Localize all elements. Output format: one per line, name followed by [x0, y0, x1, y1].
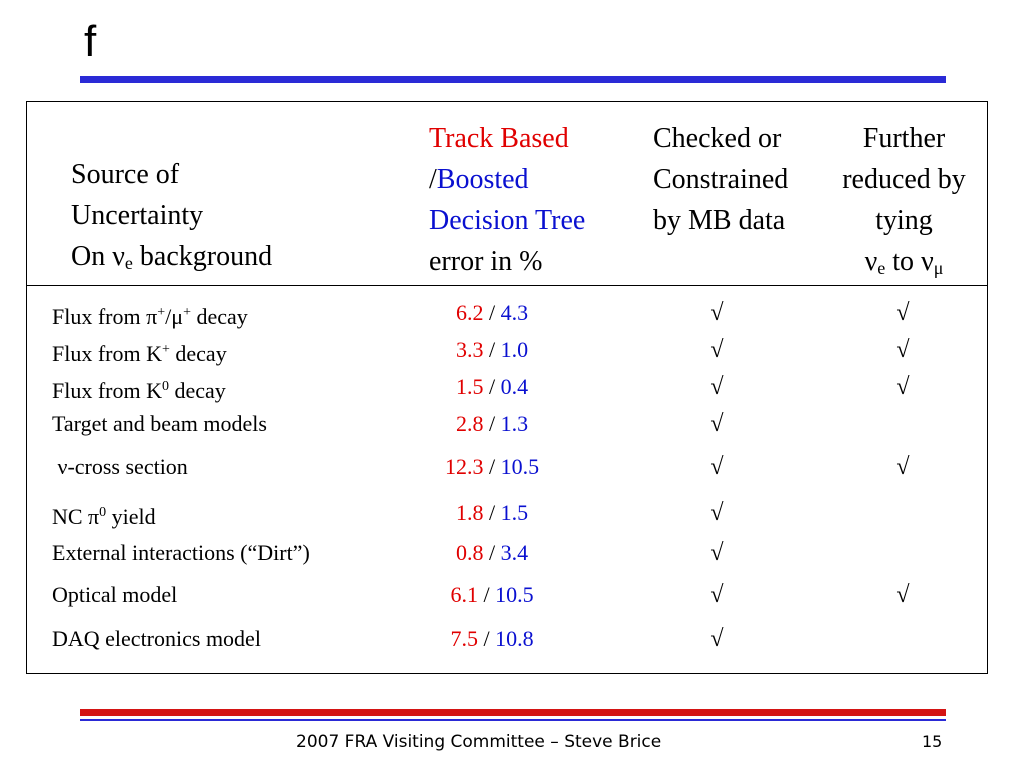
- further-reduced-mark: √: [896, 582, 910, 608]
- uncertainty-source: External interactions (“Dirt”): [52, 540, 310, 565]
- error-value: 12.3 / 10.5: [444, 454, 540, 479]
- header-separator: [27, 285, 987, 286]
- slide-title: f: [84, 17, 97, 66]
- header-checked-line2: Constrained: [653, 164, 789, 195]
- table-row: [27, 450, 987, 484]
- header-track-based: Track Based: [429, 123, 569, 154]
- header-error: [429, 118, 585, 282]
- error-value: 0.8 / 3.4: [455, 540, 529, 565]
- header-source: [71, 154, 272, 284]
- table-row: [27, 536, 987, 570]
- track-based-error: 6.1: [450, 582, 478, 607]
- further-reduced-mark: √: [896, 454, 910, 480]
- uncertainty-source: Flux from $K^0$ decay: [52, 378, 226, 403]
- further-reduced-mark: √: [896, 337, 910, 363]
- uncertainty-source: Flux from π+/μ+ decay: [52, 304, 248, 329]
- error-value: 6.2 / 4.3: [455, 300, 529, 325]
- track-based-error: 0.8: [455, 540, 484, 565]
- track-based-error: 7.5: [450, 626, 478, 651]
- footer-rule-red: [80, 709, 946, 716]
- error-value: 1.5 / 0.4: [455, 374, 529, 399]
- title-rule: [80, 76, 946, 83]
- track-based-error: 1.5: [455, 374, 484, 399]
- track-based-error: 1.8: [455, 500, 484, 525]
- header-decision-tree: Decision Tree: [429, 205, 586, 236]
- track-based-error: 3.3: [455, 337, 484, 362]
- bdt-error: 1.5: [500, 500, 529, 525]
- error-value: 1.8 / 1.5: [455, 500, 529, 525]
- header-error-in-percent: error in %: [429, 246, 543, 277]
- checked-mark: √: [710, 374, 724, 400]
- table-row: [27, 370, 987, 404]
- header-further-line2: reduced by: [842, 164, 966, 195]
- error-value: 3.3 / 1.0: [455, 337, 529, 362]
- error-value: 7.5 / 10.8: [450, 626, 534, 651]
- uncertainty-source: DAQ electronics model: [52, 626, 261, 651]
- header-boosted: /Boosted: [429, 164, 529, 195]
- bdt-error: 10.5: [500, 454, 540, 479]
- header-further-line3: tying: [875, 205, 933, 236]
- checked-mark: √: [710, 454, 724, 480]
- bdt-error: 0.4: [500, 374, 529, 399]
- header-source-line1: Source of: [71, 159, 180, 190]
- uncertainty-table: [26, 101, 988, 674]
- uncertainty-source: Flux from K+ decay: [52, 341, 227, 366]
- bdt-error: 1.3: [500, 411, 529, 436]
- header-further: [825, 118, 983, 289]
- bdt-error: 4.3: [500, 300, 529, 325]
- header-further-line4: $\nu_e$ to $\nu_\mu$: [864, 246, 944, 278]
- checked-mark: √: [710, 626, 724, 652]
- header-checked: [653, 118, 788, 241]
- uncertainty-source: Target and beam models: [52, 411, 267, 436]
- error-value: 6.1 / 10.5: [450, 582, 534, 607]
- header-source-line3: On $\nu_e$ background: [71, 241, 273, 273]
- table-row: [27, 496, 987, 530]
- table-row: [27, 622, 987, 656]
- table-row: [27, 333, 987, 367]
- footer-text: 2007 FRA Visiting Committee – Steve Brice: [296, 732, 662, 752]
- bdt-error: 10.8: [495, 626, 534, 651]
- checked-mark: √: [710, 500, 724, 526]
- uncertainty-source: ν-cross section: [52, 454, 188, 479]
- track-based-error: 2.8: [455, 411, 484, 436]
- further-reduced-mark: √: [896, 300, 910, 326]
- checked-mark: √: [710, 540, 724, 566]
- header-further-line1: Further: [862, 123, 946, 154]
- table-row: [27, 407, 987, 441]
- uncertainty-source: Optical model: [52, 582, 178, 607]
- footer-rule-blue: [80, 719, 946, 721]
- table-row: [27, 296, 987, 330]
- track-based-error: 6.2: [455, 300, 484, 325]
- bdt-error: 1.0: [500, 337, 529, 362]
- bdt-error: 3.4: [500, 540, 529, 565]
- page-number: 15: [922, 732, 943, 751]
- further-reduced-mark: √: [896, 374, 910, 400]
- error-value: 2.8 / 1.3: [455, 411, 529, 436]
- uncertainty-source: NC $\pi^0$ yield: [52, 504, 156, 529]
- checked-mark: √: [710, 582, 724, 608]
- bdt-error: 10.5: [495, 582, 534, 607]
- table-row: [27, 578, 987, 612]
- header-checked-line1: Checked or: [653, 123, 782, 154]
- header-checked-line3: by MB data: [653, 205, 786, 236]
- track-based-error: 12.3: [444, 454, 484, 479]
- header-source-line2: Uncertainty: [71, 200, 204, 231]
- checked-mark: √: [710, 337, 724, 363]
- checked-mark: √: [710, 411, 724, 437]
- checked-mark: √: [710, 300, 724, 326]
